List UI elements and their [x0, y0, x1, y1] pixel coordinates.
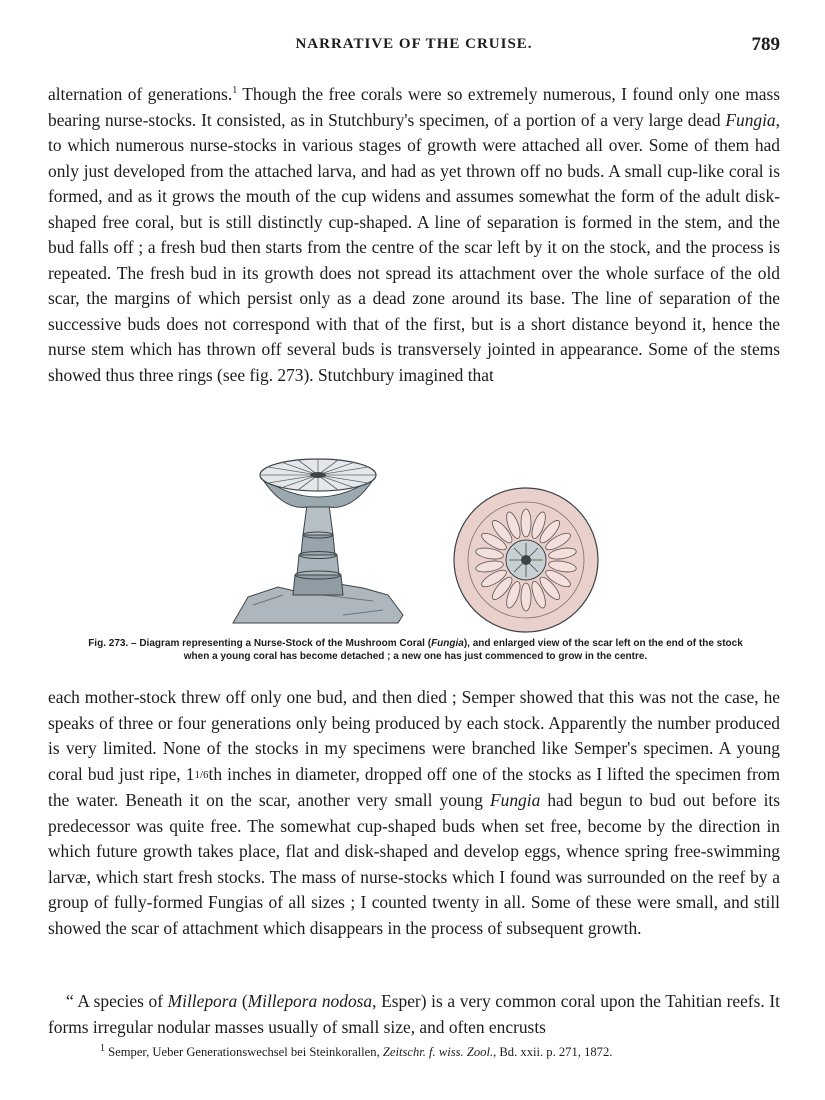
figure-label: Fig. 273.: [88, 638, 129, 649]
footnote-reference: 1: [232, 85, 238, 97]
text-segment: each mother-stock threw off only one bud, and then died ; Semper showed that this was not the case, he speaks of three or four generations only being produced by each stock. Apparently the number produced is very limited. None of the stocks in my specimens were branched like Semper's specimen. A young coral bud just ripe, 1: [48, 687, 780, 784]
text-segment: th inches in diameter, dropped off one of the stocks as I lifted the specimen from the water. Beneath it on the scar, another very small young: [48, 763, 780, 810]
footnote-journal: Zeitschr. f. wiss. Zool.: [382, 1045, 494, 1059]
fraction: 1/6: [194, 768, 209, 781]
italic-species: Millepora nodosa: [247, 991, 373, 1011]
paragraph-2: [48, 685, 780, 941]
text-segment: (: [237, 991, 248, 1011]
paragraph-1: [48, 82, 780, 388]
running-title: NARRATIVE OF THE CRUISE.: [295, 36, 533, 52]
footnote-text: Semper, Ueber Generationswechsel bei Steinkorallen,: [105, 1045, 383, 1059]
text-segment: “ A species of: [66, 991, 168, 1011]
page-number: 789: [751, 34, 780, 55]
figure-caption: [88, 637, 743, 663]
text-segment: Though the free corals were so extremely numerous, I found only one mass bearing nurse-stocks. It consisted, as in Stutchbury's specimen, of a portion of a very large dead: [48, 84, 780, 130]
footnote: [100, 1044, 780, 1060]
text-segment: alternation of generations.: [48, 84, 233, 104]
figure-273: [48, 455, 780, 685]
italic-genus: Millepora: [167, 991, 238, 1011]
paragraph-3: [48, 989, 780, 1040]
text-segment: , to which numerous nurse-stocks in various stages of growth were attached all over. Some of them had only just developed from the attached larva, and had as yet thrown off no buds. A small cup-like coral is formed, and as it grows the mouth of the cup widens and assumes somewhat the form of the adult disk-shaped free coral, but is still distinctly cup-shaped. A line of separation is formed in the stem, and the bud falls off ; a fresh bud then starts from the centre of the scar left by it on the stock, and the process is repeated. The fresh bud in its growth does not spread its attachment over the whole surface of the old scar, the margins of which persist only as a dead zone around its base. The line of separation of the successive buds does not correspond with that of the first, but is a short distance beyond it, hence the nurse stem which has thrown off several buds is transversely jointed in appearance. Some of the stems showed thus three rings (see fig. 273). Stutchbury imagined that: [48, 109, 780, 385]
footnote-text: , Bd. xxii. p. 271, 1872.: [493, 1045, 613, 1059]
italic-genus: Fungia: [490, 790, 541, 810]
nurse-stock-illustration: [223, 455, 413, 630]
text-segment: , Esper) is a very common coral upon the Tahitian reefs. It forms irregular nodular masses usually of small size, and often encrusts: [48, 991, 780, 1037]
caption-italic: Fungia: [431, 638, 464, 649]
caption-text: – Diagram representing a Nurse-Stock of the Mushroom Coral (: [128, 638, 432, 649]
text-segment: had begun to bud out before its predecessor was quite free. The somewhat cup-shaped buds when set free, become by the direction in which future growth takes place, flat and disk-shaped and develop eggs, whence spring free-swimming larvæ, which start fresh stocks. The mass of nurse-stocks which I found was surrounded on the reef by a group of fully-formed Fungias of all sizes ; I counted twenty in all. Some of these were small, and still showed the scar of attachment which disappears in the process of subsequent growth.: [48, 790, 780, 938]
footnote-marker: 1: [100, 1042, 105, 1054]
page-header: [48, 36, 780, 60]
scar-end-view-illustration: [451, 485, 601, 635]
italic-genus: Fungia: [725, 109, 776, 130]
caption-text: ), and enlarged view of the scar left on the end of the stock when a young coral has become detached ; a new one has just commenced to grow in the centre.: [183, 638, 743, 662]
